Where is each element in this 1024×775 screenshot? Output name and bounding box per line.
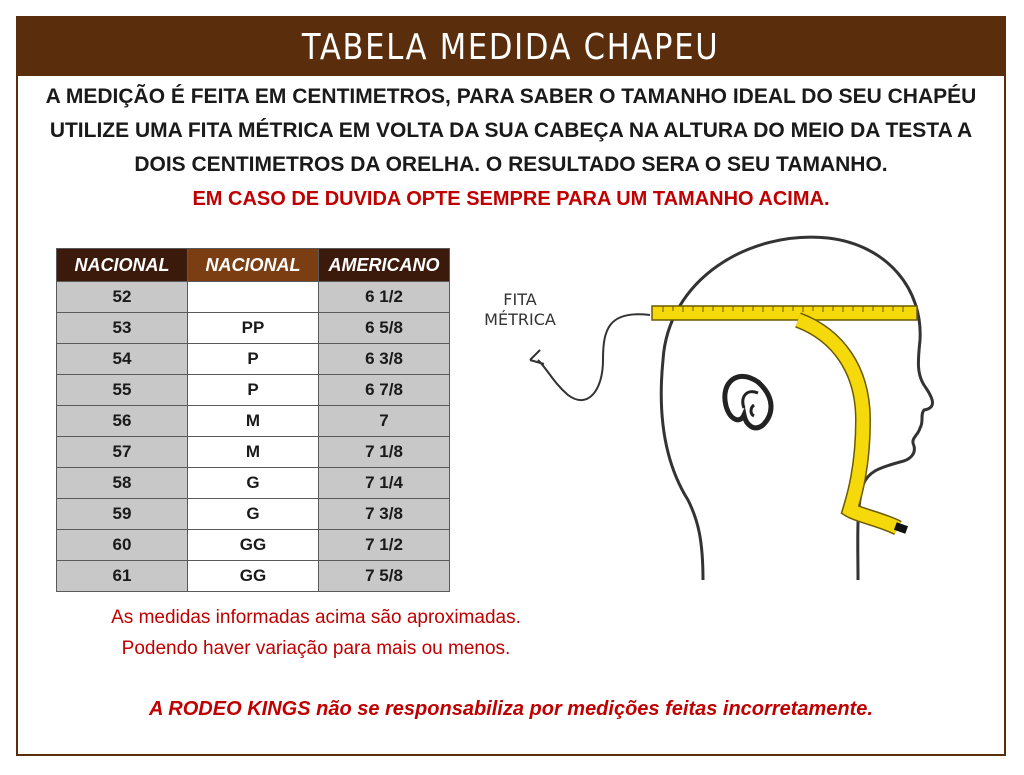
table-row xyxy=(57,499,450,530)
nacional-letter-cell: G xyxy=(188,499,319,530)
title-banner xyxy=(18,18,1004,76)
nacional-cm-cell: 56 xyxy=(57,406,188,437)
nacional-cm-cell: 60 xyxy=(57,530,188,561)
table-row xyxy=(57,282,450,313)
table-row xyxy=(57,530,450,561)
americano-cell: 7 3/8 xyxy=(319,499,450,530)
table-row xyxy=(57,344,450,375)
table-row xyxy=(57,437,450,468)
disclaimer: A RODEO KINGS não se responsabiliza por medições feitas incorretamente. xyxy=(149,698,873,720)
page-title: TABELA MEDIDA CHAPEU xyxy=(302,26,720,68)
table-row xyxy=(57,561,450,592)
nacional-letter-cell: GG xyxy=(188,561,319,592)
nacional-cm-cell: 53 xyxy=(57,313,188,344)
nacional-cm-cell: 58 xyxy=(57,468,188,499)
nacional-cm-cell: 61 xyxy=(57,561,188,592)
nacional-cm-cell: 59 xyxy=(57,499,188,530)
tape-band xyxy=(652,306,917,320)
nacional-letter-cell: P xyxy=(188,375,319,406)
americano-cell: 6 1/2 xyxy=(319,282,450,313)
nacional-letter-cell: GG xyxy=(188,530,319,561)
nacional-cm-cell: 55 xyxy=(57,375,188,406)
table-row xyxy=(57,313,450,344)
note-line-2: Podendo haver variação para mais ou menos. xyxy=(121,638,511,659)
header-americano: AMERICANO xyxy=(319,249,450,282)
intro-text xyxy=(18,80,1004,216)
nacional-cm-cell: 57 xyxy=(57,437,188,468)
header-nacional-cm: NACIONAL xyxy=(57,249,188,282)
americano-cell: 7 1/2 xyxy=(319,530,450,561)
americano-cell: 7 1/8 xyxy=(319,437,450,468)
nacional-letter-cell: G xyxy=(188,468,319,499)
arrow-head-icon xyxy=(530,350,544,364)
intro-line-1: A MEDIÇÃO É FEITA EM CENTIMETROS, PARA SABER O TAMANHO IDEAL DO SEU CHAPÉU xyxy=(45,85,977,108)
nacional-letter-cell: PP xyxy=(188,313,319,344)
ear-icon xyxy=(725,376,771,427)
tape-label-line-2: MÉTRICA xyxy=(484,310,556,329)
americano-cell: 6 5/8 xyxy=(319,313,450,344)
table-row xyxy=(57,468,450,499)
americano-cell: 6 7/8 xyxy=(319,375,450,406)
americano-cell: 7 1/4 xyxy=(319,468,450,499)
intro-warning: EM CASO DE DUVIDA OPTE SEMPRE PARA UM TAMANHO ACIMA. xyxy=(192,188,830,210)
americano-cell: 7 5/8 xyxy=(319,561,450,592)
nacional-cm-cell: 52 xyxy=(57,282,188,313)
intro-line-3: DOIS CENTIMETROS DA ORELHA. O RESULTADO SERA O SEU TAMANHO. xyxy=(134,153,888,176)
nacional-letter-cell: P xyxy=(188,344,319,375)
header-nacional-letter: NACIONAL xyxy=(188,249,319,282)
note-line-1: As medidas informadas acima são aproximadas. xyxy=(111,607,521,628)
table-row xyxy=(57,406,450,437)
intro-line-2: UTILIZE UMA FITA MÉTRICA EM VOLTA DA SUA CABEÇA NA ALTURA DO MEIO DA TESTA A xyxy=(49,119,973,142)
americano-cell: 7 xyxy=(319,406,450,437)
pointer-arrow xyxy=(538,314,650,400)
tape-label-line-1: FITA xyxy=(503,290,537,309)
americano-cell: 6 3/8 xyxy=(319,344,450,375)
nacional-cm-cell: 54 xyxy=(57,344,188,375)
table-row xyxy=(57,375,450,406)
nacional-letter-cell: M xyxy=(188,406,319,437)
nacional-letter-cell: M xyxy=(188,437,319,468)
approximation-note xyxy=(56,602,576,664)
head-measuring-tape-illustration xyxy=(458,210,938,590)
nacional-letter-cell xyxy=(188,282,319,313)
tape-end-tip xyxy=(894,522,908,534)
size-table xyxy=(56,248,450,592)
table-header-row xyxy=(57,249,450,282)
